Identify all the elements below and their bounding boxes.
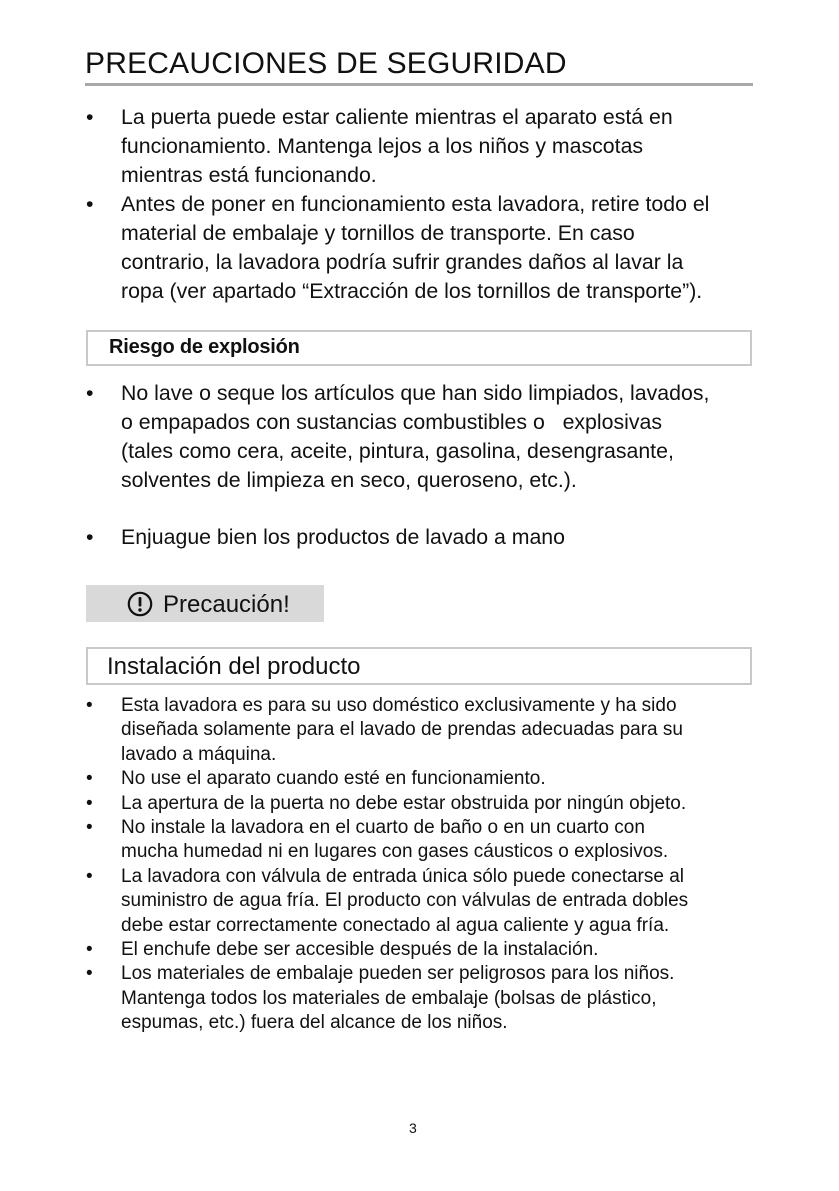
text-line: mucha humedad ni en lugares con gases cáusticos o explosivos. [121, 841, 669, 863]
text-line: La lavadora con válvula de entrada única sólo puede conectarse al [121, 865, 684, 887]
text-line: o empapados con sustancias combustibles o explosivas [121, 410, 663, 434]
exclamation-circle-icon [127, 591, 153, 617]
text-line: funcionamiento. Mantenga lejos a los niños y mascotas [121, 134, 644, 158]
bullet: • [86, 525, 94, 549]
list-item [86, 103, 791, 190]
explosion-risk-heading: Riesgo de explosión [86, 330, 752, 366]
text-line: Antes de poner en funcionamiento esta lavadora, retire todo el [121, 192, 710, 216]
list-item [86, 816, 786, 865]
text-line: No lave o seque los artículos que han sido limpiados, lavados, [121, 381, 710, 405]
list-item [86, 190, 791, 306]
list-item [86, 865, 786, 938]
bullet: • [86, 939, 93, 961]
bullet: • [86, 381, 94, 405]
bullet: • [86, 963, 93, 985]
list-item [86, 694, 786, 767]
text-line: (tales como cera, aceite, pintura, gasolina, desengrasante, [121, 439, 674, 463]
installation-heading: Instalación del producto [86, 647, 752, 685]
text-line: Los materiales de embalaje pueden ser peligrosos para los niños. [121, 963, 675, 985]
text-line: contrario, la lavadora podría sufrir grandes daños al lavar la [121, 250, 684, 274]
bullet: • [86, 105, 94, 129]
list-item [86, 938, 786, 962]
text-line: debe estar correctamente conectado al agua caliente y agua fría. [121, 914, 670, 936]
bullet: • [86, 792, 93, 814]
text-line: mientras está funcionando. [121, 163, 377, 187]
text-line: espumas, etc.) fuera del alcance de los niños. [121, 1012, 508, 1034]
text-line: Esta lavadora es para su uso doméstico exclusivamente y ha sido [121, 695, 677, 716]
text-line: solventes de limpieza en seco, queroseno, etc.). [121, 468, 577, 492]
hand-wash-list [86, 523, 791, 552]
text-line: Mantenga todos los materiales de embalaje (bolsas de plástico, [121, 987, 657, 1009]
text-line: La puerta puede estar caliente mientras el aparato está en [121, 105, 673, 129]
page-title: PRECAUCIONES DE SEGURIDAD [85, 46, 753, 86]
text-line: lavado a máquina. [121, 743, 277, 765]
text-line: No use el aparato cuando esté en funcionamiento. [121, 768, 546, 790]
list-item [86, 379, 791, 495]
bullet: • [86, 865, 93, 887]
bullet: • [86, 768, 93, 790]
bullet: • [86, 817, 93, 839]
text-line: ropa (ver apartado “Extracción de los tornillos de transporte”). [121, 279, 703, 303]
installation-list [86, 694, 786, 1036]
bullet: • [86, 192, 94, 216]
list-item [86, 523, 791, 552]
text-line: La apertura de la puerta no debe estar obstruida por ningún objeto. [121, 792, 687, 814]
bullet: • [86, 695, 93, 716]
caution-label: Precaución! [163, 591, 290, 618]
list-item [86, 792, 786, 816]
text-line: No instale la lavadora en el cuarto de baño o en un cuarto con [121, 817, 645, 839]
text-line: El enchufe debe ser accesible después de la instalación. [121, 939, 599, 961]
text-line: suministro de agua fría. El producto con válvulas de entrada dobles [121, 890, 689, 912]
safety-list-general [86, 103, 791, 306]
list-item [86, 767, 786, 791]
explosion-risk-list [86, 379, 791, 495]
list-item [86, 962, 786, 1035]
caution-banner [86, 585, 324, 622]
text-line: Enjuague bien los productos de lavado a mano [121, 525, 566, 549]
page-number: 3 [409, 1120, 417, 1136]
text-line: diseñada solamente para el lavado de prendas adecuadas para su [121, 719, 683, 741]
text-line: material de embalaje y tornillos de transporte. En caso [121, 221, 635, 245]
